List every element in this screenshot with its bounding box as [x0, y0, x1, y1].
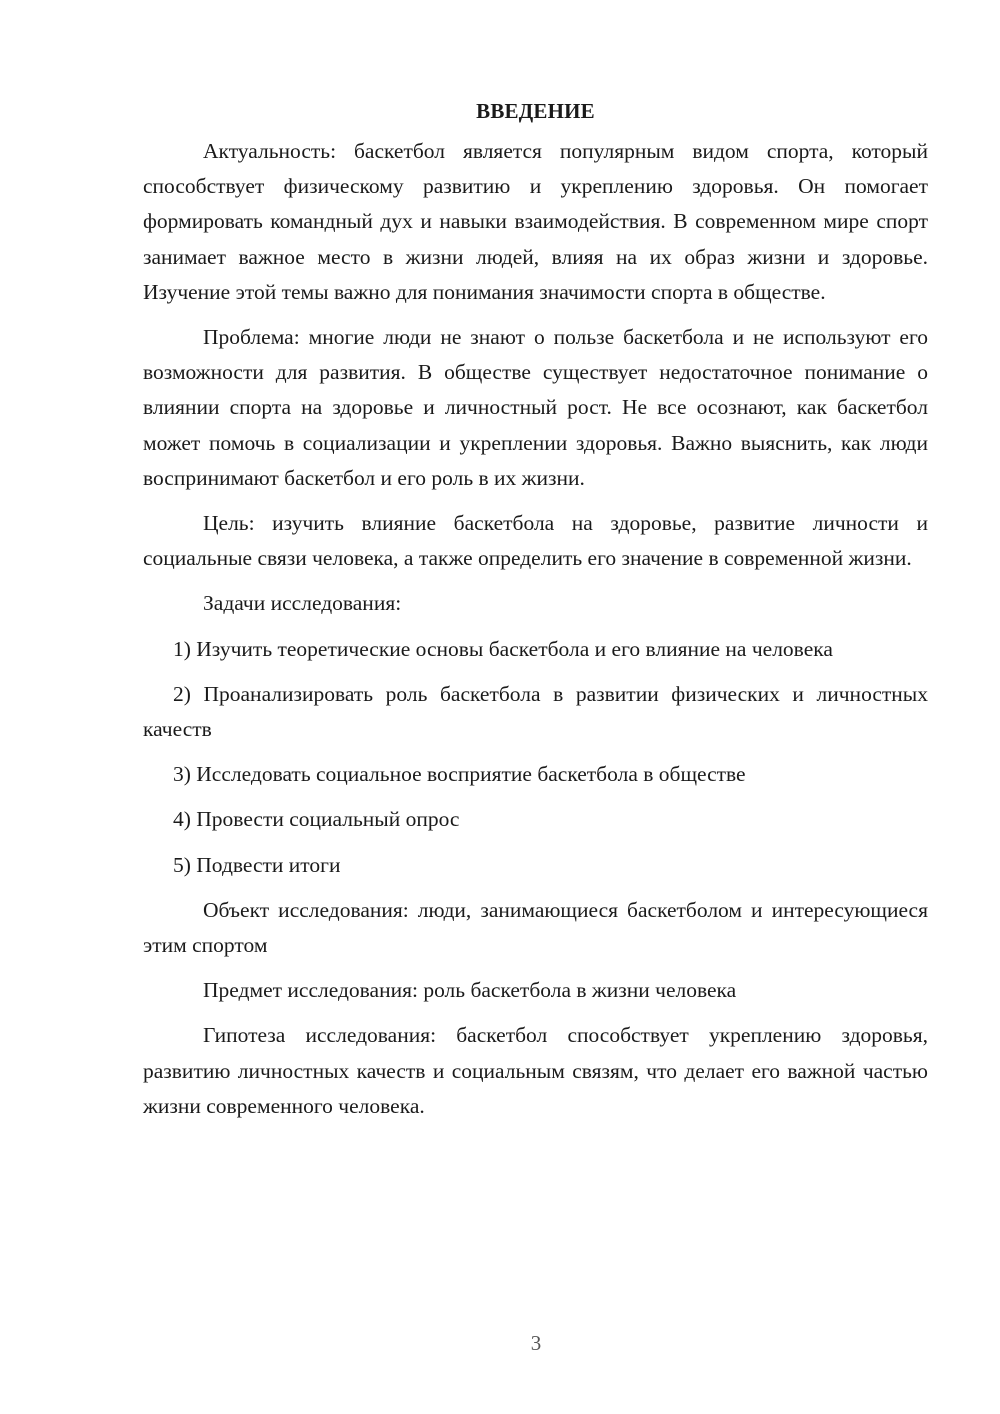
task-item-5: 5) Подвести итоги	[173, 852, 341, 877]
object-paragraph: Объект исследования: люди, занимающиеся баскетболом и интересующиеся этим спортом	[143, 897, 928, 958]
hypothesis-paragraph: Гипотеза исследования: баскетбол способствует укреплению здоровья, развитию личностных качеств и социальным связям, что делает его важной частью жизни современного человека.	[143, 1023, 928, 1118]
task-item-4: 4) Провести социальный опрос	[173, 807, 460, 832]
task-item-1: 1) Изучить теоретические основы баскетбола и его влияние на человека	[173, 636, 833, 661]
task-item-3: 3) Исследовать социальное восприятие баскетбола в обществе	[173, 762, 746, 787]
subject-paragraph: Предмет исследования: роль баскетбола в жизни человека	[203, 978, 737, 1003]
page-title: ВВЕДЕНИЕ	[476, 99, 595, 123]
tasks-heading: Задачи исследования:	[203, 591, 402, 616]
task-item-2: 2) Проанализировать роль баскетбола в развитии физических и личностных качеств	[143, 681, 928, 742]
document-page	[143, 92, 928, 1124]
relevance-paragraph: Актуальность: баскетбол является популярным видом спорта, который способствует физическому развитию и укреплению здоровья. Он помогает формировать командный дух и навыки взаимодействия. В современном мире спорт занимает важное место в жизни людей, влияя на их образ жизни и здоровье. Изучение этой темы важно для понимания значимости спорта в обществе.	[143, 139, 928, 304]
goal-paragraph: Цель: изучить влияние баскетбола на здоровье, развитие личности и социальные связи человека, а также определить его значение в современной жизни.	[143, 511, 928, 571]
problem-paragraph: Проблема: многие люди не знают о пользе баскетбола и не используют его возможности для развития. В обществе существует недостаточное понимание о влиянии спорта на здоровье и личностный рост. Не все осознают, как баскетбол может помочь в социализации и укреплении здоровья. Важно выяснить, как люди воспринимают баскетбол и его роль в их жизни.	[143, 325, 928, 490]
page-number: 3	[530, 1331, 542, 1355]
